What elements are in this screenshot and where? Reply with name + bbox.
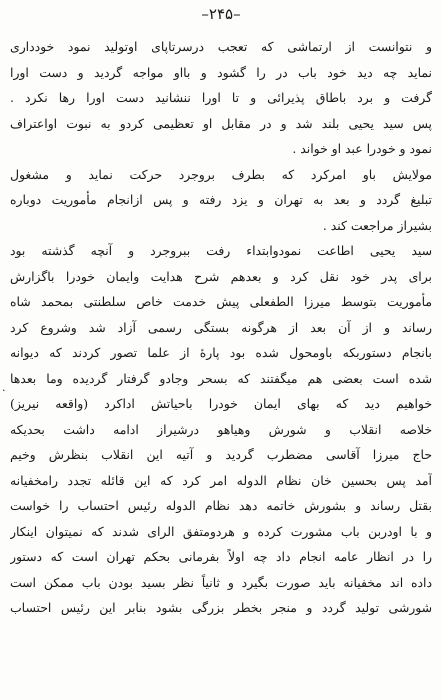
text-line: خلاصه انقلاب و شورش وهیاهو درشیراز ادامه داشت بحدیکه <box>10 421 432 437</box>
text-line: خواهیم دید که بهای ایمان خودرا باحیاتش اداکرد (واقعه نیریز) <box>10 396 432 411</box>
text-line: پس سید یحیی بلند شد و در مقابل او تعظیمی کردو به نبوت اواعتراف <box>10 115 432 131</box>
text-line: و با اودربن باب مشورت کرده و هردومتفق الرای شدند که نمیتوان اینکار <box>10 523 432 539</box>
text-line: مأموریت بتوسط میرزا الطفعلی پیش خدمت خاص سلطنتی بمحمد شاه <box>10 294 432 309</box>
text-line: شورشی تولید گردد و منجر بخطر بزرگی بشود بنابر این رئیس احتساب <box>10 600 432 615</box>
text-line: داده اند مخفیانه باید صورت بگیرد و ثانیاً نظر بسید بودن باب ممکن است <box>10 574 432 590</box>
text-line: آمد پس بحسین خان نظام الدوله امر کرد که این قائله تجدد رامخفیانه <box>10 472 432 488</box>
text-line: تبلیغ گردد و بعد به تهران و یزد رفته و پس ازانجام مأموریت دوباره <box>10 192 432 207</box>
text-line: بشیراز مراجعت کند . <box>322 217 432 233</box>
text-line: رساند و از آن بعد از هرگونه بستگی رسمی آزاد شد وشروع کرد <box>10 319 432 335</box>
text-line: و نتوانست از ارتماشی که تعجب درسرتاپای اوتولید نمود خودداری <box>10 39 432 54</box>
body-text <box>10 34 432 621</box>
text-line: بانجام دستوربکه باومحول شده بود پارهٔ از علما تصور کردند که دیوانه <box>10 345 432 360</box>
text-line: را در انظار عامه انجام داد چه اولاً بفرمانی بحکم تهران است که دستور <box>10 549 432 564</box>
text-line: نماید چه دید خود باب در را گشود و بااو مواجه گردید و دست اورا <box>10 64 432 80</box>
text-line: برای پدر خود نقل کرد و بعدهم شرح هدایت وایمان خودرا باگزارش <box>10 268 432 284</box>
text-line: مولایش باو امرکرد که بطرف بروجرد حرکت نماید و مشغول <box>10 166 432 182</box>
page-number: –۲۴۵– <box>201 5 241 23</box>
text-line: گرفت و برد باطاق پذیرائی و تا اورا ننشانید دست اورا رها نکرد . <box>10 90 432 105</box>
text-line: نمود و خودرا عبد او خواند . <box>292 141 432 156</box>
text-line: حاج میرزا آقاسی مضطرب گردید و آتیه این انقلاب بنظرش وخیم <box>10 447 432 462</box>
text-line: سید یحیی اطاعت نمودوابتداء رفت ببروجرد و آنچه گذشته بود <box>10 243 432 258</box>
margin-mark: · <box>2 384 6 397</box>
text-line: شده است بعضی هم میگفتند که بسحر وجادو گرفتار گردیده وما بعدها <box>10 370 432 386</box>
text-line: بقتل رساند و بشورش خاتمه دهد نظام الدوله رئیس احتساب را خواست <box>10 498 432 513</box>
